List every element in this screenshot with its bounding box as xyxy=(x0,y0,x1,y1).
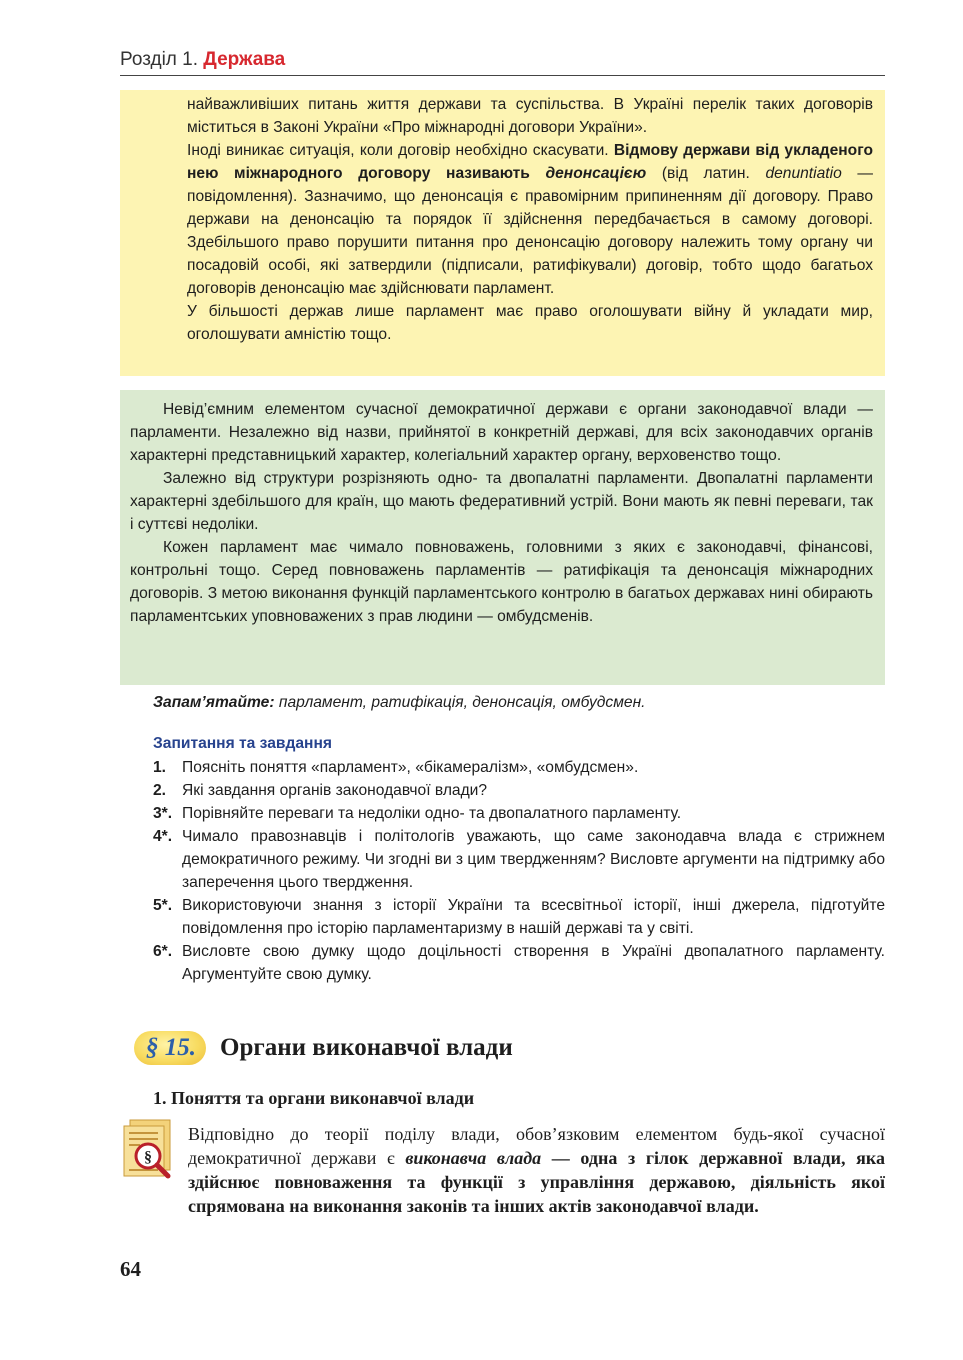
document-magnifier-section-icon xyxy=(120,1118,176,1180)
question-item xyxy=(153,894,885,940)
question-item xyxy=(153,940,885,986)
question-text: Поясніть поняття «парламент», «бікамералізм», «омбудсмен». xyxy=(182,759,639,776)
executive-power-definition xyxy=(188,1122,885,1218)
remember-terms xyxy=(153,692,885,714)
section-number-badge: § 15. xyxy=(134,1031,206,1065)
definition-intro: Відповідно до теорії поділу влади, обов’язковим елементом будь-якої сучасної демократичної держави є xyxy=(188,1124,885,1168)
green-paragraph-1: Невід’ємним елементом сучасної демократичної держави є органи законодавчої влади — парламенти. Незалежно від назви, прийнятої в конкретній державі, для всіх законодавчих органів характерні представницький характер, колегіальний характер органу, верховенство тощо. xyxy=(130,401,873,464)
definition-term: виконавча влада xyxy=(405,1148,542,1168)
section-heading xyxy=(134,1028,513,1068)
page-header xyxy=(120,46,885,76)
denunciation-definition-text: Відмову держави від укладеного нею міжнародного договору називають xyxy=(187,142,874,182)
question-item xyxy=(153,756,885,779)
question-text: Чимало правознавців і політологів уважають, що саме законодавча влада є стрижнем демократичного режиму. Чи згодні ви з цим твердженням? Висловте аргументи на підтримку або заперечення цього твердження. xyxy=(182,828,885,891)
green-summary-box xyxy=(120,390,885,685)
question-number: 3*. xyxy=(153,805,173,822)
section-title: Органи виконавчої влади xyxy=(220,1034,513,1061)
question-number: 5*. xyxy=(153,897,173,914)
question-number: 4*. xyxy=(153,828,173,845)
definition-body: — одна з гілок державної влади, яка здійснює повноваження та функції з управління державою, діяльність якої спрямована на виконання законів та інших актів законодавчої влади. xyxy=(188,1148,885,1216)
chapter-title: Держава xyxy=(203,49,286,70)
question-item xyxy=(153,779,885,802)
yellow-info-box xyxy=(120,90,885,376)
question-item xyxy=(153,802,885,825)
question-number: 6*. xyxy=(153,943,173,960)
remember-terms-list: парламент, ратифікація, денонсація, омбудсмен. xyxy=(274,694,646,711)
green-paragraph-3: Кожен парламент має чимало повноважень, головними з яких є законодавчі, фінансові, контрольні тощо. Серед повноважень парламентів — ратифікація та денонсація міжнародних договорів. З метою виконання функцій парламентського контролю в багатьох державах нині обирають парламентських уповноважених з прав людини — омбудсменів. xyxy=(130,539,873,625)
question-text: Висловте свою думку щодо доцільності створення в Україні двопалатного парламенту. Аргументуйте свою думку. xyxy=(182,943,885,983)
subsection-title: 1. Поняття та органи виконавчої влади xyxy=(153,1088,475,1108)
green-paragraph-2: Залежно від структури розрізняють одно- та двопалатні парламенти. Двопалатні парламенти характерні здебільшого для країн, що мають федеративний устрій. Вони мають як певні переваги, так і суттєві недоліки. xyxy=(130,470,873,533)
latin-term: denuntiatio xyxy=(765,165,842,182)
question-item xyxy=(153,825,885,894)
yellow-p2-intro: Іноді виникає ситуація, коли договір необхідно скасувати. xyxy=(187,142,614,159)
yellow-p2-latin-intro: (від латин. xyxy=(646,165,766,182)
remember-label: Запам’ятайте: xyxy=(153,694,275,711)
question-text: Які завдання органів законодавчої влади? xyxy=(182,782,488,799)
yellow-paragraph-3: У більшості держав лише парламент має право оголошувати війну й укладати мир, оголошувати амністію тощо. xyxy=(187,303,873,343)
question-text: Використовуючи знання з історії України та всесвітньої історії, інші джерела, підготуйте повідомлення про історію парламентаризму в нашій державі та у світі. xyxy=(182,897,885,937)
question-text: Порівняйте переваги та недоліки одно- та двопалатного парламенту. xyxy=(182,805,682,822)
yellow-p2-rest: — повідомлення). Зазначимо, що денонсація є правомірним припиненням дії договору. Право держави на денонсацію та порядок її здійснення передбачається в самому договорі. Здебільшого право порушити питання про денонсацію договору належить тому органу чи посадовій особі, які затвердили (підписали, ратифікували) договір, тобто щодо багатьох договорів денонсацію має здійснювати парламент. xyxy=(187,165,873,297)
chapter-label: Розділ 1. xyxy=(120,49,199,70)
page-number: 64 xyxy=(120,1257,141,1281)
yellow-paragraph-1: найважливіших питань життя держави та суспільства. В Україні перелік таких договорів міститься в Законі України «Про міжнародні договори України». xyxy=(187,96,873,136)
denunciation-term: денонсацією xyxy=(545,165,647,182)
question-number: 1. xyxy=(153,759,167,776)
svg-text:§: § xyxy=(144,1149,152,1166)
questions-title: Запитання та завдання xyxy=(153,735,332,752)
question-number: 2. xyxy=(153,782,167,799)
yellow-paragraph-2 xyxy=(187,139,873,300)
questions-list xyxy=(153,756,885,986)
